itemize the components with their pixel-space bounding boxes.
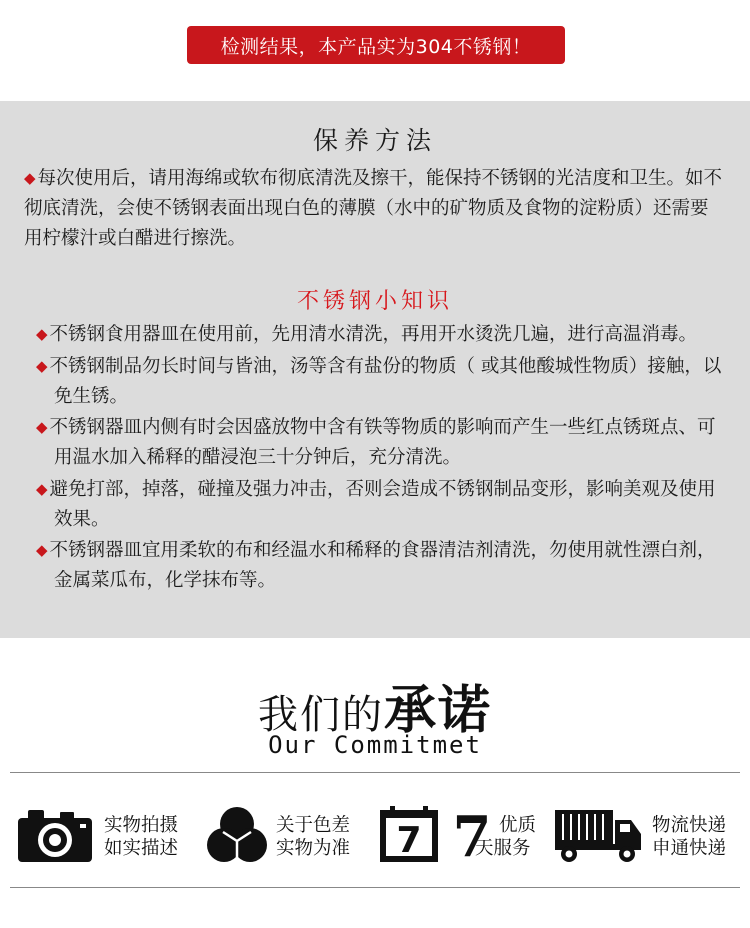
tip-item xyxy=(36,319,726,350)
diamond-bullet-icon: ◆ xyxy=(36,541,48,559)
diamond-bullet-icon: ◆ xyxy=(36,479,48,498)
feature-color-text xyxy=(276,814,350,860)
feature-photo-line2: 如实描述 xyxy=(104,838,179,859)
divider-bottom xyxy=(10,887,740,888)
result-badge-text: 检测结果，本产品实为304不锈钢！ xyxy=(220,35,532,58)
camera-icon xyxy=(16,806,94,864)
promise-title-big: 承诺 xyxy=(383,680,492,741)
care-panel xyxy=(0,101,750,638)
feature-color-line1: 关于色差 xyxy=(276,815,351,836)
feature-photo-line1: 实物拍摄 xyxy=(104,815,179,836)
tip-text: 不锈钢食用器皿在使用前，先用清水清洗，再用开水烫洗几遍，进行高温消毒。 xyxy=(49,324,698,345)
feature-service-line2: 天服务 xyxy=(475,838,531,859)
tip-item xyxy=(36,535,726,596)
tip-text: 不锈钢制品勿长时间与皆油，汤等含有盐份的物质（ 或其他酸城性物质）接触，以免生锈。 xyxy=(49,355,722,407)
feature-service-line1: 优质 xyxy=(499,815,537,836)
truck-icon xyxy=(553,806,643,864)
tip-item xyxy=(36,474,726,535)
care-paragraph xyxy=(24,163,726,254)
tip-text: 不锈钢器皿宜用柔软的布和经温水和稀释的食器清洁剂清洗，勿使用就性漂白剂，金属菜瓜布，化学抹布等。 xyxy=(49,540,716,591)
feature-service-text xyxy=(475,814,537,860)
promise-subtitle: Our Commitmet xyxy=(268,731,482,759)
big-seven-digit: 7 xyxy=(452,806,492,864)
calendar-icon xyxy=(378,806,440,864)
care-paragraph-text: 每次使用后，请用海绵或软布彻底清洗及擦干，能保持不锈钢的光洁度和卫生。如不彻底清洗，会使不锈钢表面出现白色的薄膜（水中的矿物质及食物的淀粉质）还需要用柠檬汁或白醋进行擦洗。 xyxy=(24,168,723,249)
feature-photo-text xyxy=(104,814,178,860)
result-badge xyxy=(187,26,565,64)
color-circles-icon xyxy=(206,806,268,864)
diamond-bullet-icon: ◆ xyxy=(36,325,48,343)
tip-text: 不锈钢器皿内侧有时会因盛放物中含有铁等物质的影响而产生一些红点锈斑点、可用温水加入稀释的醋浸泡三十分钟后，充分清洗。 xyxy=(49,417,716,468)
calendar-digit: 7 xyxy=(396,820,422,861)
care-title: 保养方法 xyxy=(312,126,437,155)
promise-title-small: 我们的 xyxy=(257,692,384,738)
divider-top xyxy=(10,772,740,773)
diamond-bullet-icon: ◆ xyxy=(24,169,36,187)
feature-shipping-line2: 申通快递 xyxy=(652,838,727,859)
tip-item xyxy=(36,351,726,412)
tips-title: 不锈钢小知识 xyxy=(296,289,453,314)
feature-shipping-line1: 物流快递 xyxy=(652,815,727,836)
diamond-bullet-icon: ◆ xyxy=(36,418,48,436)
feature-shipping-text xyxy=(652,814,726,860)
tip-item xyxy=(36,412,726,473)
feature-color-line2: 实物为准 xyxy=(276,838,351,859)
tips-list xyxy=(36,319,726,597)
diamond-bullet-icon: ◆ xyxy=(36,356,48,375)
tip-text: 避免打部，掉落，碰撞及强力冲击，否则会造成不锈钢制品变形，影响美观及使用效果。 xyxy=(49,478,716,530)
